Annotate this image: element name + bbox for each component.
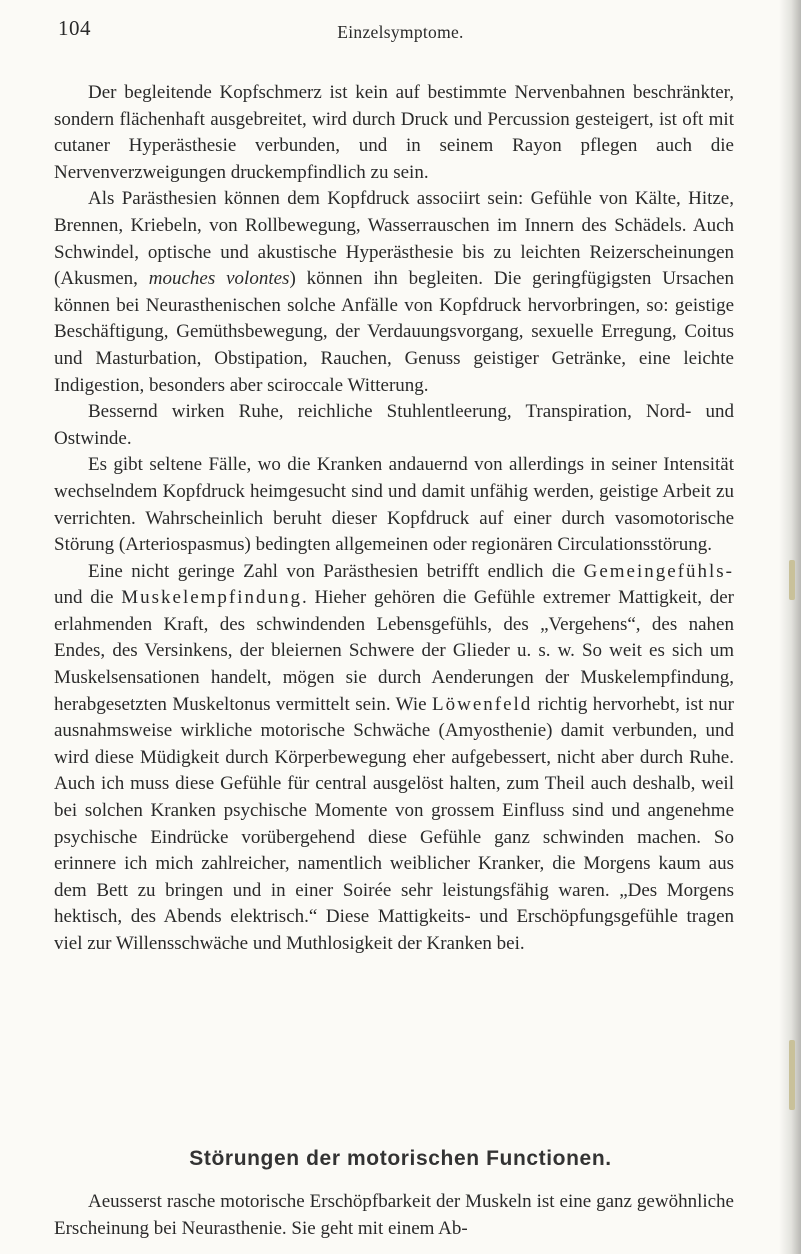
spaced-author-name: Löwenfeld (432, 693, 533, 715)
paragraph: Aeusserst rasche motorische Erschöpfbarkeit der Muskeln ist eine ganz gewöhnliche Erscheinung bei Neurasthenie. Sie geht mit einem Ab- (54, 1191, 734, 1239)
spaced-term: Gemeingefühls- (583, 560, 734, 582)
paragraph: Eine nicht geringe Zahl von Parästhesien betrifft endlich die Gemeingefühls- und die Muskelempfindung. Hieher gehören die Gefühle extremer Mattigkeit, der erlahmenden Kraft, des schwindenden Lebensgefühls, des „Vergehens“, des nahen Endes, des Versinkens, der bleiernen Schwere der Glieder u. s. w. So weit es sich um Muskelsensationen handelt, mögen sie durch Aenderungen der Muskelempfindung, herabgesetzten Muskeltonus vermittelt sein. Wie Löwenfeld richtig hervorhebt, ist nur ausnahmsweise wirkliche motorische Schwäche (Amyosthenie) damit verbunden, und wird diese Müdigkeit durch Körperbewegung eher aufgebessert, nicht aber durch Ruhe. Auch ich muss diese Gefühle für central ausgelöst halten, zum Theil auch deshalb, weil bei solchen Kranken psychische Momente von grossem Einfluss sind und angenehme psychische Eindrücke vorübergehend diese Gefühle ganz schwinden machen. So erinnere ich mich zahlreicher, namentlich weiblicher Kranker, die Morgens kaum aus dem Bett zu bringen und in einer Soirée sehr leistungsfähig waren. „Des Morgens hektisch, des Abends elektrisch.“ Diese Mattigkeits- und Erschöpfungsgefühle tragen viel zur Willensschwäche und Muthlosigkeit der Kranken bei. (54, 560, 735, 954)
italic-phrase: mouches volontes (148, 268, 290, 290)
paragraph: Als Parästhesien können dem Kopfdruck associirt sein: Gefühle von Kälte, Hitze, Brennen, Kriebeln, von Rollbewegung, Wasserrauschen im Innern des Schädels. Auch Schwindel, optische und akustische Hyperästhesie bis zu leichten Reizerscheinungen (Akusmen, mouches volontes) können ihn begleiten. Die geringfügigsten Ursachen können bei Neurasthenischen solche Anfälle von Kopfdruck hervorbringen, so: geistige Beschäftigung, Gemüthsbewegung, der Verdauungsvorgang, sexuelle Erregung, Coitus und Masturbation, Obstipation, Rauchen, Genuss geistiger Getränke, eine leichte Indigestion, besonders aber sciroccale Witterung. (54, 188, 734, 396)
paragraph: Bessernd wirken Ruhe, reichliche Stuhlentleerung, Transpiration, Nord- und Ostwinde. (54, 401, 734, 449)
paragraph: Der begleitende Kopfschmerz ist kein auf bestimmte Nervenbahnen beschränkter, sondern flächenhaft ausgebreitet, wird durch Druck und Percussion gesteigert, ist oft mit cutaner Hyperästhesie verbunden, und in seinem Rayon pflegen auch die Nervenverzweigungen druckempfindlich zu sein. (54, 82, 734, 183)
main-text (54, 80, 734, 958)
page-edge-stain (789, 1040, 795, 1110)
running-head: Einzelsymptome. (337, 22, 464, 42)
page-number: 104 (58, 16, 91, 40)
spaced-term: Muskelempfindung (121, 587, 303, 609)
paragraph: Es gibt seltene Fälle, wo die Kranken andauernd von allerdings in seiner Intensität wechselndem Kopfdruck heimgesucht sind und damit unfähig werden, geistige Arbeit zu verrichten. Wahrscheinlich beruht dieser Kopfdruck auf einer durch vasomotorische Störung (Arteriospasmus) bedingten allgemeinen oder regionären Circulationsstörung. (54, 454, 734, 556)
page-edge-stain (789, 560, 795, 600)
section-text (54, 1189, 734, 1242)
section-heading: Störungen der motorischen Functionen. (189, 1147, 612, 1170)
